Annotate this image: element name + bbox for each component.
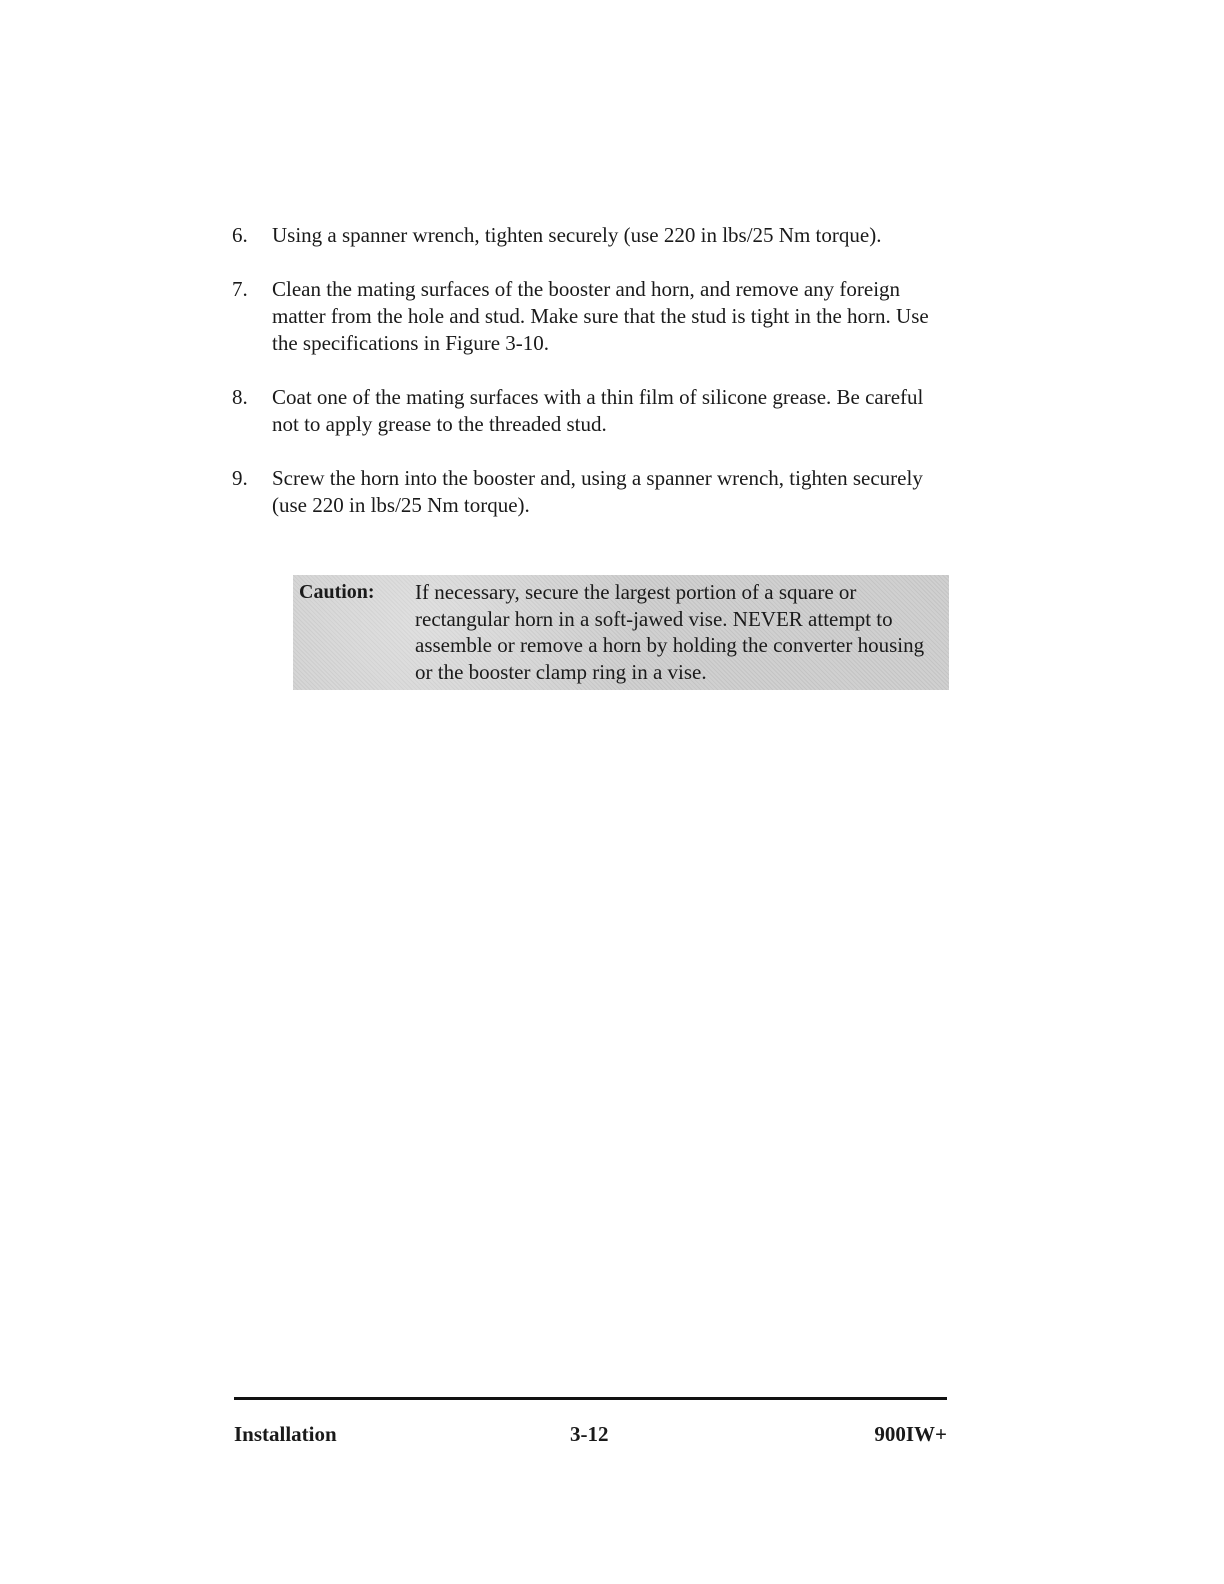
footer-rule bbox=[234, 1397, 947, 1400]
step-text: Screw the horn into the booster and, using a spanner wrench, tighten securely (use 220 in lbs/25 Nm torque). bbox=[272, 466, 923, 517]
footer-section-name: Installation bbox=[234, 1422, 337, 1446]
step-item bbox=[232, 465, 952, 519]
step-number: 6. bbox=[232, 223, 248, 247]
footer-page-number: 3-12 bbox=[570, 1422, 609, 1446]
caution-box bbox=[293, 575, 949, 690]
step-text: Using a spanner wrench, tighten securely (use 220 in lbs/25 Nm torque). bbox=[272, 223, 882, 247]
step-text: Coat one of the mating surfaces with a thin film of silicone grease. Be careful not to apply grease to the threaded stud. bbox=[272, 385, 924, 436]
caution-text: If necessary, secure the largest portion of a square or rectangular horn in a soft-jawed vise. NEVER attempt to assemble or remove a horn by holding the converter housing or the booster clamp ring in a vise. bbox=[415, 580, 925, 684]
step-text: Clean the mating surfaces of the booster and horn, and remove any foreign matter from the hole and stud. Make sure that the stud is tight in the horn. Use the specifications in Figure 3-10. bbox=[272, 277, 929, 355]
step-item bbox=[232, 276, 952, 357]
footer-model-name: 900IW+ bbox=[874, 1422, 947, 1446]
step-number: 7. bbox=[232, 277, 248, 301]
step-item bbox=[232, 222, 952, 249]
step-number: 9. bbox=[232, 466, 248, 490]
procedure-steps bbox=[232, 222, 952, 546]
step-number: 8. bbox=[232, 385, 248, 409]
caution-label: Caution: bbox=[299, 581, 375, 603]
step-item bbox=[232, 384, 952, 438]
